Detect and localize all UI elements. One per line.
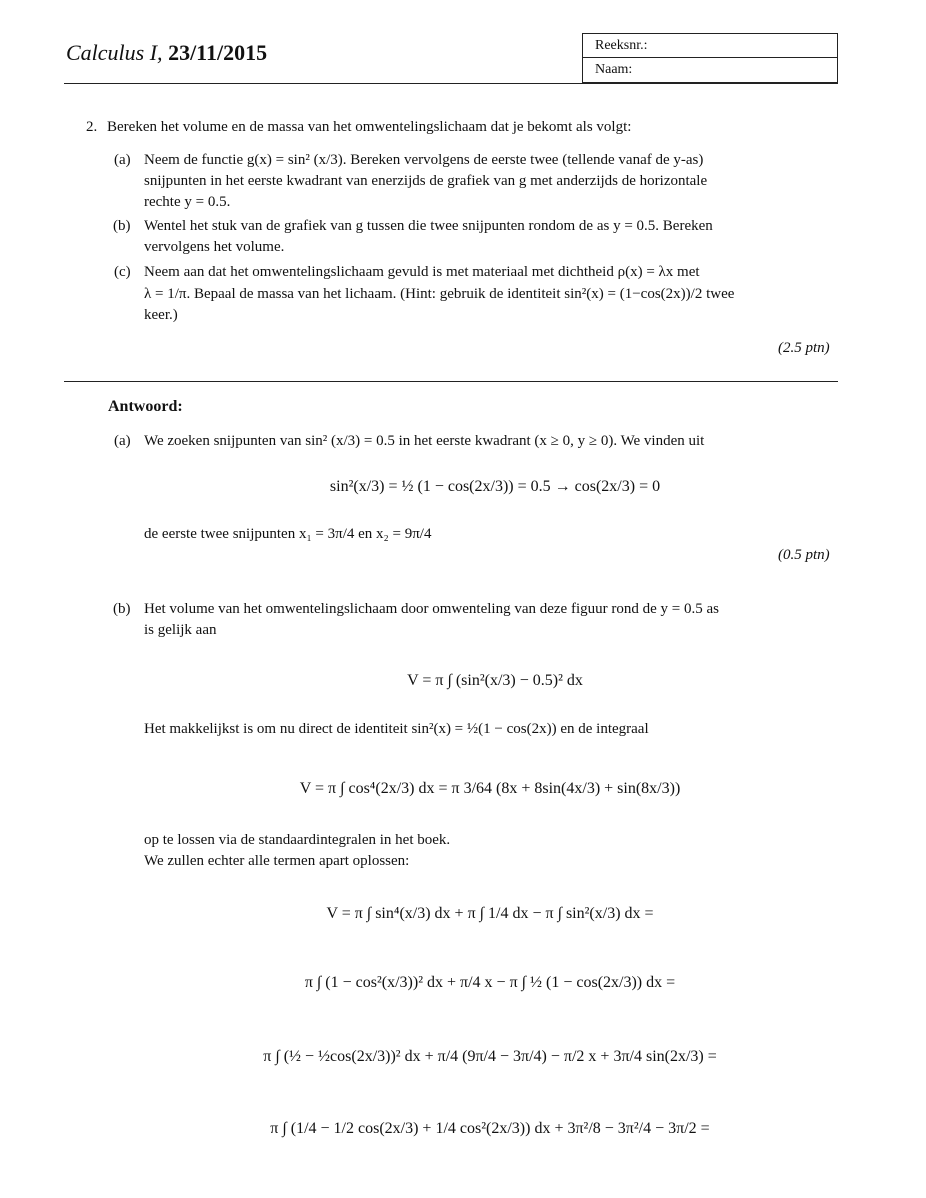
question-points: (2.5 ptn): [778, 340, 830, 356]
answer-b-label: (b): [113, 601, 131, 617]
question-b-line2: vervolgens het volume.: [144, 239, 285, 255]
question-c-line3: keer.): [144, 307, 178, 323]
question-a-line3: rechte y = 0.5.: [144, 194, 231, 210]
section-rule: [64, 381, 838, 382]
question-c-line1: Neem aan dat het omwentelingslichaam gevuld is met materiaal met dichtheid ρ(x) = λx met: [144, 264, 700, 280]
answer-b-line3: Het makkelijkst is om nu direct de identiteit sin²(x) = ½(1 − cos(2x)) en de integraal: [144, 721, 649, 737]
answer-b-line1: Het volume van het omwentelingslichaam door omwenteling van deze figuur rond de y = 0.5 as: [144, 601, 719, 617]
answer-b-line5: We zullen echter alle termen apart oplossen:: [144, 853, 410, 869]
answer-a-line1: We zoeken snijpunten van sin² (x/3) = 0.5 in het eerste kwadrant (x ≥ 0, y ≥ 0). We vinden uit: [144, 433, 705, 449]
answer-b-line2: is gelijk aan: [144, 622, 217, 638]
volume-integral-eq: V = π ∫ (sin²(x/3) − 0.5)² dx: [407, 672, 583, 689]
volume-step2-eq: π ∫ (1 − cos²(x/3))² dx + π/4 x − π ∫ ½ (1 − cos(2x/3)) dx =: [304, 974, 676, 991]
header-rule: [64, 83, 838, 84]
page-title: [66, 40, 267, 66]
question-c-label: (c): [114, 264, 131, 280]
question-c-line2: λ = 1/π. Bepaal de massa van het lichaam. (Hint: gebruik de identiteit sin²(x) = (1−cos(2x))/2 twee: [144, 286, 735, 302]
volume-step3-eq: π ∫ (½ − ½cos(2x/3))² dx + π/4 (9π/4 − 3π/4) − π/2 x + 3π/4 sin(2x/3) =: [263, 1048, 717, 1065]
question-b-line1: Wentel het stuk van de grafiek van g tussen die twee snijpunten rondom de as y = 0.5. Bereken: [144, 218, 713, 234]
question-b-label: (b): [113, 218, 131, 234]
volume-cos4-eq: V = π ∫ cos⁴(2x/3) dx = π 3/64 (8x + 8sin(4x/3) + sin(8x/3)): [299, 780, 681, 797]
id-box: [582, 33, 838, 83]
course-name: Calculus I,: [66, 40, 163, 65]
answer-heading: Antwoord:: [108, 398, 183, 415]
question-a-line2: snijpunten in het eerste kwadrant van enerzijds de grafiek van g met anderzijds de horizontale: [144, 173, 708, 189]
answer-b-line4: op te lossen via de standaardintegralen in het boek.: [144, 832, 451, 848]
volume-terms-eq: V = π ∫ sin⁴(x/3) dx + π ∫ 1/4 dx − π ∫ sin²(x/3) dx =: [326, 905, 654, 922]
question-a-line1: Neem de functie g(x) = sin² (x/3). Bereken vervolgens de eerste twee (tellende vanaf de y-as): [144, 152, 704, 168]
volume-step4-eq: π ∫ (1/4 − 1/2 cos(2x/3) + 1/4 cos²(2x/3)) dx + 3π²/8 − 3π²/4 − 3π/2 =: [270, 1120, 710, 1137]
naam-field[interactable]: Naam:: [583, 57, 837, 81]
answer-a-line2: de eerste twee snijpunten x₁ = 3π/4 en x₂ = 9π/4: [144, 526, 432, 542]
answer-a-points: (0.5 ptn): [778, 547, 830, 563]
question-intro: Bereken het volume en de massa van het omwentelingslichaam dat je bekomt als volgt:: [107, 119, 632, 135]
question-a-label: (a): [114, 152, 131, 168]
reeksnr-field[interactable]: Reeksnr.:: [595, 38, 648, 53]
answer-a-label: (a): [114, 433, 131, 449]
answer-a-equation: sin²(x/3) = ½ (1 − cos(2x/3)) = 0.5 → cos(2x/3) = 0: [329, 478, 661, 495]
exam-date: 23/11/2015: [168, 40, 268, 65]
question-number: 2.: [86, 119, 98, 135]
